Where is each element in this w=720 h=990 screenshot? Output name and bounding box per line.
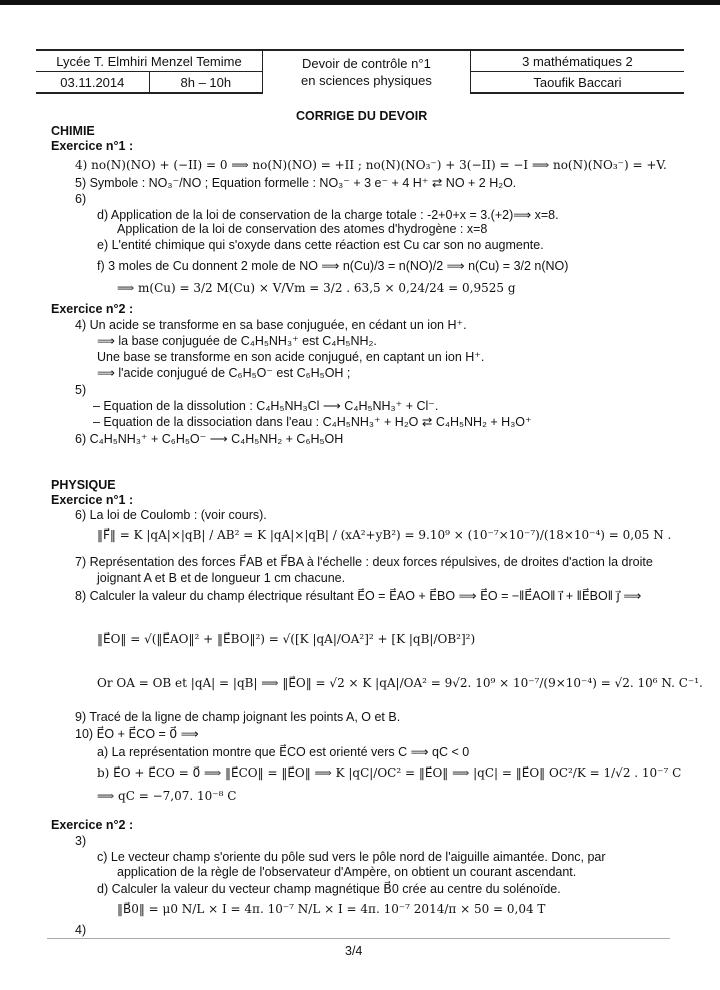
answer-line: ‖B⃗0‖ = μ0 N/L × I = 4π. 10⁻⁷ N/L × I = 4π. 10⁻⁷ 2014/π × 50 = 0,04 T bbox=[117, 902, 546, 916]
answer-line: 10) E⃗O + E⃗CO = 0⃗ ⟹ bbox=[75, 727, 199, 741]
section-heading: CHIMIE bbox=[51, 124, 95, 138]
answer-line: – Equation de la dissociation dans l'eau : C₄H₅NH₃⁺ + H₂O ⇄ C₄H₅NH₂ + H₃O⁺ bbox=[93, 415, 532, 429]
answer-line: 5) bbox=[75, 383, 87, 397]
answer-line: f) 3 moles de Cu donnent 2 mole de NO ⟹ n(Cu)/3 = n(NO)/2 ⟹ n(Cu) = 3/2 n(NO) bbox=[97, 259, 569, 273]
answer-line: 7) Représentation des forces F⃗AB et F⃗BA à l'échelle : deux forces répulsives, de droites d'action la droite bbox=[75, 555, 653, 569]
answer-line: a) La représentation montre que E⃗CO est orienté vers C ⟹ qC < 0 bbox=[97, 745, 470, 759]
answer-line: ⟹ la base conjuguée de C₄H₅NH₃⁺ est C₄H₅NH₂. bbox=[97, 334, 377, 348]
answer-line: ‖F⃗‖ = K |qA|×|qB| / AB² = K |qA|×|qB| / (xA²+yB²) = 9.10⁹ × (10⁻⁷×10⁻⁷)/(18×10⁻⁴) = 0,05 N . bbox=[97, 528, 672, 542]
teacher-name: Taoufik Baccari bbox=[470, 72, 684, 94]
answer-line: 6) bbox=[75, 192, 87, 206]
school-name: Lycée T. Elmhiri Menzel Temime bbox=[36, 50, 262, 72]
answer-line: 8) Calculer la valeur du champ électrique résultant E⃗O = E⃗AO + E⃗BO ⟹ E⃗O = −‖E⃗AO‖ i⃗ + ‖E⃗BO‖ j⃗ ⟹ bbox=[75, 589, 642, 603]
answer-line: e) L'entité chimique qui s'oxyde dans cette réaction est Cu car son no augmente. bbox=[97, 238, 544, 252]
answer-line: 6) C₄H₅NH₃⁺ + C₆H₅O⁻ ⟶ C₄H₅NH₂ + C₆H₅OH bbox=[75, 432, 344, 446]
section-heading: PHYSIQUE bbox=[51, 478, 116, 492]
answer-line: ⟹ l'acide conjugué de C₆H₅O⁻ est C₆H₅OH ; bbox=[97, 366, 351, 380]
exercise-heading: Exercice n°1 : bbox=[51, 139, 134, 153]
answer-line: 3) bbox=[75, 834, 87, 848]
exam-title-line2: en sciences physiques bbox=[301, 73, 432, 88]
answer-line: 4) bbox=[75, 923, 87, 937]
answer-line: 4) no(N)(NO) + (−II) = 0 ⟹ no(N)(NO) = +II ; no(N)(NO₃⁻) + 3(−II) = −I ⟹ no(N)(NO₃⁻) = +V. bbox=[75, 158, 667, 172]
document-title: CORRIGE DU DEVOIR bbox=[296, 109, 428, 123]
answer-line: Or OA = OB et |qA| = |qB| ⟹ ‖E⃗O‖ = √2 × K |qA|/OA² = 9√2. 10⁹ × 10⁻⁷/(9×10⁻⁴) = √2. 10⁶ N. C⁻¹. bbox=[97, 676, 703, 690]
answer-line: Application de la loi de conservation des atomes d'hydrogène : x=8 bbox=[117, 222, 488, 236]
answer-line: 4) Un acide se transforme en sa base conjuguée, en cédant un ion H⁺. bbox=[75, 318, 467, 332]
exam-title bbox=[262, 50, 470, 93]
answer-line: ⟹ m(Cu) = 3/2 M(Cu) × V/Vm = 3/2 . 63,5 × 0,24/24 = 0,9525 g bbox=[117, 281, 516, 295]
class-name: 3 mathématiques 2 bbox=[470, 50, 684, 72]
exam-time: 8h – 10h bbox=[149, 72, 262, 94]
answer-line: d) Calculer la valeur du vecteur champ magnétique B⃗0 crée au centre du solénoïde. bbox=[97, 882, 561, 896]
answer-line: Une base se transforme en son acide conjugué, en captant un ion H⁺. bbox=[97, 350, 485, 364]
answer-line: ⟹ qC = −7,07. 10⁻⁸ C bbox=[97, 789, 237, 803]
answer-line: joignant A et B et de longueur 1 cm chacune. bbox=[97, 571, 346, 585]
footer-divider bbox=[47, 938, 670, 939]
header-table bbox=[36, 49, 684, 94]
answer-line: b) E⃗O + E⃗CO = 0⃗ ⟹ ‖E⃗CO‖ = ‖E⃗O‖ ⟹ K |qC|/OC² = ‖E⃗O‖ ⟹ |qC| = ‖E⃗O‖ OC²/K = 1/√2 . 10⁻⁷ C bbox=[97, 766, 682, 780]
answer-line: 5) Symbole : NO₃⁻/NO ; Equation formelle : NO₃⁻ + 3 e⁻ + 4 H⁺ ⇄ NO + 2 H₂O. bbox=[75, 176, 517, 190]
exercise-heading: Exercice n°2 : bbox=[51, 302, 134, 316]
answer-line: 9) Tracé de la ligne de champ joignant les points A, O et B. bbox=[75, 710, 401, 724]
exam-date: 03.11.2014 bbox=[36, 72, 149, 94]
exam-title-line1: Devoir de contrôle n°1 bbox=[302, 56, 431, 71]
answer-line: c) Le vecteur champ s'oriente du pôle sud vers le pôle nord de l'aiguille aimantée. Donc, par bbox=[97, 850, 606, 864]
exercise-heading: Exercice n°1 : bbox=[51, 493, 134, 507]
page-number: 3/4 bbox=[345, 944, 363, 958]
top-border bbox=[0, 0, 720, 5]
exercise-heading: Exercice n°2 : bbox=[51, 818, 134, 832]
answer-line: – Equation de la dissolution : C₄H₅NH₃Cl ⟶ C₄H₅NH₃⁺ + Cl⁻. bbox=[93, 399, 439, 413]
answer-line: 6) La loi de Coulomb : (voir cours). bbox=[75, 508, 267, 522]
answer-line: d) Application de la loi de conservation de la charge totale : -2+0+x = 3.(+2)⟹ x=8. bbox=[97, 208, 559, 222]
answer-line: ‖E⃗O‖ = √(‖E⃗AO‖² + ‖E⃗BO‖²) = √([K |qA|/OA²]² + [K |qB|/OB²]²) bbox=[97, 632, 476, 646]
answer-line: application de la règle de l'observateur d'Ampère, on obtient un courant ascendant. bbox=[117, 865, 577, 879]
